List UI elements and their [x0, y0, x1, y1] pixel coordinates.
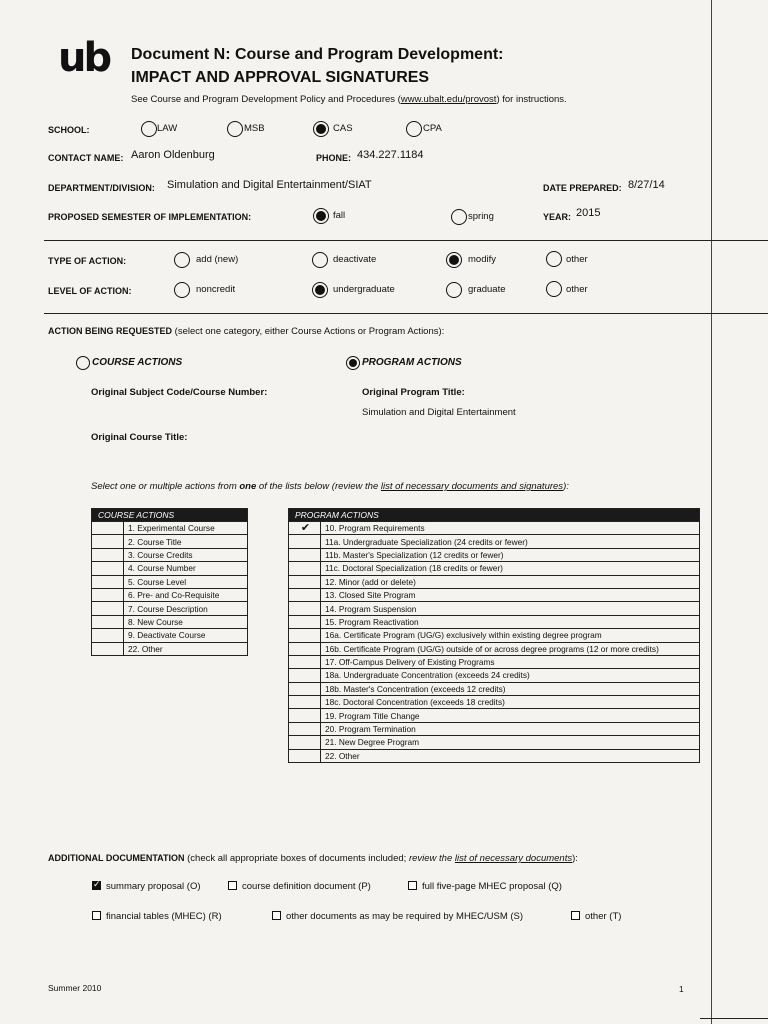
- course-action-item-label: 6. Pre- and Co-Requisite: [124, 588, 248, 601]
- necessary-documents-link[interactable]: list of necessary documents: [454, 853, 573, 864]
- level-radio-undergraduate[interactable]: [312, 282, 328, 298]
- program-action-item-label: 16a. Certificate Program (UG/G) exclusively within existing degree program: [321, 629, 700, 642]
- table-row: [289, 749, 700, 762]
- program-action-item-label: 11b. Master's Specialization (12 credits or fewer): [321, 548, 700, 561]
- level-option-other: other: [566, 284, 588, 295]
- program-action-item-label: 11c. Doctoral Specialization (18 credits or fewer): [321, 562, 700, 575]
- level-radio-graduate[interactable]: [446, 282, 462, 298]
- date-prepared-label: DATE PREPARED:: [543, 183, 622, 193]
- school-option-msb: MSB: [244, 123, 265, 134]
- course-action-item-label: 5. Course Level: [124, 575, 248, 588]
- level-option-noncredit: noncredit: [196, 284, 236, 295]
- program-action-item-label: 22. Other: [321, 749, 700, 762]
- semester-option-fall: fall: [333, 210, 346, 221]
- year-label: YEAR:: [543, 212, 572, 222]
- course-action-item-label: 4. Course Number: [124, 562, 248, 575]
- course-actions-table: [91, 508, 248, 656]
- program-action-checkbox-cell[interactable]: [289, 562, 321, 575]
- table-row: [92, 562, 248, 575]
- program-action-checkbox-cell[interactable]: [289, 736, 321, 749]
- course-action-checkbox-cell[interactable]: [92, 522, 124, 535]
- department-value[interactable]: Simulation and Digital Entertainment/SIAT: [167, 179, 372, 191]
- table-row: [92, 522, 248, 535]
- course-action-checkbox-cell[interactable]: [92, 615, 124, 628]
- action-option-modify: modify: [468, 254, 496, 265]
- program-action-item-label: 12. Minor (add or delete): [321, 575, 700, 588]
- table-row: [92, 548, 248, 561]
- program-action-checkbox-cell[interactable]: [289, 669, 321, 682]
- program-action-checkbox-cell[interactable]: [289, 575, 321, 588]
- action-radio-deactivate[interactable]: [312, 252, 328, 268]
- course-action-checkbox-cell[interactable]: [92, 629, 124, 642]
- school-radio-law[interactable]: [141, 121, 157, 137]
- documents-signatures-link[interactable]: list of necessary documents and signatures: [380, 481, 564, 492]
- right-margin-line: [711, 0, 712, 1024]
- course-action-checkbox-cell[interactable]: [92, 602, 124, 615]
- level-of-action-label: LEVEL OF ACTION:: [48, 286, 132, 296]
- table-row: [289, 736, 700, 749]
- program-action-item-label: 20. Program Termination: [321, 722, 700, 735]
- course-action-checkbox-cell[interactable]: [92, 562, 124, 575]
- program-action-checkbox-cell[interactable]: [289, 615, 321, 628]
- course-action-checkbox-cell[interactable]: [92, 642, 124, 655]
- level-option-graduate: graduate: [468, 284, 506, 295]
- course-action-checkbox-cell[interactable]: [92, 535, 124, 548]
- table-row: [92, 535, 248, 548]
- table-row: [289, 602, 700, 615]
- school-radio-cpa[interactable]: [406, 121, 422, 137]
- course-action-checkbox-cell[interactable]: [92, 588, 124, 601]
- program-action-item-label: 10. Program Requirements: [321, 522, 700, 535]
- year-value[interactable]: 2015: [576, 207, 601, 219]
- table-row: [289, 615, 700, 628]
- program-action-item-label: 13. Closed Site Program: [321, 588, 700, 601]
- table-row: [289, 696, 700, 709]
- school-radio-cas[interactable]: [313, 121, 329, 137]
- table-row: [289, 588, 700, 601]
- doc-checkbox-summary-proposal[interactable]: [92, 881, 101, 890]
- document-title: Document N: Course and Program Development:: [131, 46, 504, 63]
- semester-option-spring: spring: [468, 211, 494, 222]
- course-actions-radio[interactable]: [76, 356, 90, 370]
- program-action-checkbox-cell[interactable]: [289, 629, 321, 642]
- level-radio-other[interactable]: [546, 281, 562, 297]
- table-row: [289, 575, 700, 588]
- program-action-item-label: 18c. Doctoral Concentration (exceeds 18 credits): [321, 696, 700, 709]
- program-action-checkbox-cell[interactable]: ✔: [289, 522, 321, 535]
- doc-checkbox-other[interactable]: [571, 911, 580, 920]
- program-action-item-label: 19. Program Title Change: [321, 709, 700, 722]
- action-requested-line: ACTION BEING REQUESTED (select one category, either Course Actions or Program Actions):: [48, 326, 445, 337]
- doc-item-course-definition[interactable]: course definition document (P): [228, 881, 371, 892]
- program-actions-radio[interactable]: [346, 356, 360, 370]
- school-radio-msb[interactable]: [227, 121, 243, 137]
- program-action-checkbox-cell[interactable]: [289, 655, 321, 668]
- course-action-checkbox-cell[interactable]: [92, 548, 124, 561]
- program-action-checkbox-cell[interactable]: [289, 709, 321, 722]
- school-option-cas: CAS: [333, 123, 353, 134]
- footer-term: Summer 2010: [48, 983, 102, 993]
- select-actions-instructions: Select one or multiple actions from one of the lists below (review the list of necessary documents and signatures):: [91, 481, 569, 492]
- program-action-checkbox-cell[interactable]: [289, 749, 321, 762]
- semester-radio-spring[interactable]: [451, 209, 467, 225]
- action-radio-other[interactable]: [546, 251, 562, 267]
- corner-line: [700, 1018, 768, 1019]
- program-action-checkbox-cell[interactable]: [289, 722, 321, 735]
- phone-label: PHONE:: [316, 153, 352, 163]
- table-row: [289, 522, 700, 535]
- program-action-item-label: 14. Program Suspension: [321, 602, 700, 615]
- original-subject-label: Original Subject Code/Course Number:: [91, 387, 268, 398]
- school-option-cpa: CPA: [423, 123, 442, 134]
- table-row: [289, 535, 700, 548]
- action-option-other: other: [566, 254, 588, 265]
- program-action-checkbox-cell[interactable]: [289, 535, 321, 548]
- program-action-item-label: 21. New Degree Program: [321, 736, 700, 749]
- original-program-title-value[interactable]: Simulation and Digital Entertainment: [362, 407, 516, 418]
- program-actions-table: [288, 508, 700, 763]
- table-row: [289, 655, 700, 668]
- program-action-checkbox-cell[interactable]: [289, 588, 321, 601]
- doc-checkbox-course-definition[interactable]: [228, 881, 237, 890]
- action-option-add: add (new): [196, 254, 239, 265]
- contact-name-value[interactable]: Aaron Oldenburg: [131, 149, 215, 161]
- school-option-law: LAW: [157, 123, 178, 134]
- provost-link[interactable]: www.ubalt.edu/provost: [400, 94, 497, 105]
- department-label: DEPARTMENT/DIVISION:: [48, 183, 155, 193]
- semester-radio-fall[interactable]: [313, 208, 329, 224]
- original-course-title-label: Original Course Title:: [91, 432, 188, 443]
- instructions-line: See Course and Program Development Policy and Procedures (www.ubalt.edu/provost) for instructions.: [131, 94, 567, 105]
- doc-checkbox-mhec-proposal[interactable]: [408, 881, 417, 890]
- type-of-action-label: TYPE OF ACTION:: [48, 256, 127, 266]
- ub-logo: ub: [58, 35, 110, 81]
- document-subtitle: IMPACT AND APPROVAL SIGNATURES: [131, 69, 430, 86]
- page-number: 1: [679, 984, 684, 994]
- table-row: [92, 642, 248, 655]
- course-action-item-label: 1. Experimental Course: [124, 522, 248, 535]
- level-option-undergraduate: undergraduate: [333, 284, 395, 295]
- program-action-item-label: 11a. Undergraduate Specialization (24 credits or fewer): [321, 535, 700, 548]
- table-row: [289, 562, 700, 575]
- course-action-item-label: 3. Course Credits: [124, 548, 248, 561]
- table-row: [289, 709, 700, 722]
- program-action-item-label: 17. Off-Campus Delivery of Existing Programs: [321, 655, 700, 668]
- course-action-item-label: 8. New Course: [124, 615, 248, 628]
- doc-checkbox-other-documents[interactable]: [272, 911, 281, 920]
- table-row: [289, 722, 700, 735]
- table-row: [289, 642, 700, 655]
- table-row: [289, 682, 700, 695]
- action-radio-modify[interactable]: [446, 252, 462, 268]
- course-action-item-label: 7. Course Description: [124, 602, 248, 615]
- program-action-item-label: 18a. Undergraduate Concentration (exceeds 24 credits): [321, 669, 700, 682]
- program-action-item-label: 15. Program Reactivation: [321, 615, 700, 628]
- table-row: [289, 629, 700, 642]
- doc-checkbox-financial-tables[interactable]: [92, 911, 101, 920]
- contact-name-label: CONTACT NAME:: [48, 153, 124, 163]
- date-prepared-value[interactable]: 8/27/14: [628, 179, 665, 191]
- course-actions-table-header: COURSE ACTIONS: [92, 509, 248, 522]
- doc-item-mhec-proposal[interactable]: full five-page MHEC proposal (Q): [408, 881, 562, 892]
- divider-top: [44, 240, 768, 241]
- school-label: SCHOOL:: [48, 125, 90, 135]
- program-action-checkbox-cell[interactable]: [289, 548, 321, 561]
- level-radio-noncredit[interactable]: [174, 282, 190, 298]
- program-action-checkbox-cell[interactable]: [289, 602, 321, 615]
- program-action-item-label: 16b. Certificate Program (UG/G) outside of or across degree programs (12 or more credits): [321, 642, 700, 655]
- additional-docs-line: ADDITIONAL DOCUMENTATION (check all appropriate boxes of documents included; review the list of necessary documents):: [48, 853, 578, 864]
- table-row: [92, 602, 248, 615]
- program-action-item-label: 18b. Master's Concentration (exceeds 12 credits): [321, 682, 700, 695]
- course-action-item-label: 2. Course Title: [124, 535, 248, 548]
- program-actions-label: PROGRAM ACTIONS: [362, 357, 462, 368]
- original-program-title-label: Original Program Title:: [362, 387, 465, 398]
- doc-item-summary-proposal[interactable]: ✓summary proposal (O): [92, 881, 201, 892]
- doc-item-financial-tables[interactable]: financial tables (MHEC) (R): [92, 911, 222, 922]
- doc-item-other[interactable]: other (T): [571, 911, 621, 922]
- course-action-checkbox-cell[interactable]: [92, 575, 124, 588]
- course-action-item-label: 22. Other: [124, 642, 248, 655]
- semester-label: PROPOSED SEMESTER OF IMPLEMENTATION:: [48, 212, 252, 222]
- phone-value[interactable]: 434.227.1184: [357, 149, 424, 161]
- course-actions-label: COURSE ACTIONS: [92, 357, 183, 368]
- table-row: [92, 575, 248, 588]
- program-action-checkbox-cell[interactable]: [289, 682, 321, 695]
- course-action-item-label: 9. Deactivate Course: [124, 629, 248, 642]
- table-row: [92, 588, 248, 601]
- divider-middle: [44, 313, 768, 314]
- table-row: [289, 669, 700, 682]
- table-row: [92, 629, 248, 642]
- action-radio-add[interactable]: [174, 252, 190, 268]
- program-action-checkbox-cell[interactable]: [289, 696, 321, 709]
- doc-item-other-documents[interactable]: other documents as may be required by MHEC/USM (S): [272, 911, 523, 922]
- action-option-deactivate: deactivate: [333, 254, 377, 265]
- table-row: [289, 548, 700, 561]
- program-actions-table-header: PROGRAM ACTIONS: [289, 509, 700, 522]
- program-action-checkbox-cell[interactable]: [289, 642, 321, 655]
- table-row: [92, 615, 248, 628]
